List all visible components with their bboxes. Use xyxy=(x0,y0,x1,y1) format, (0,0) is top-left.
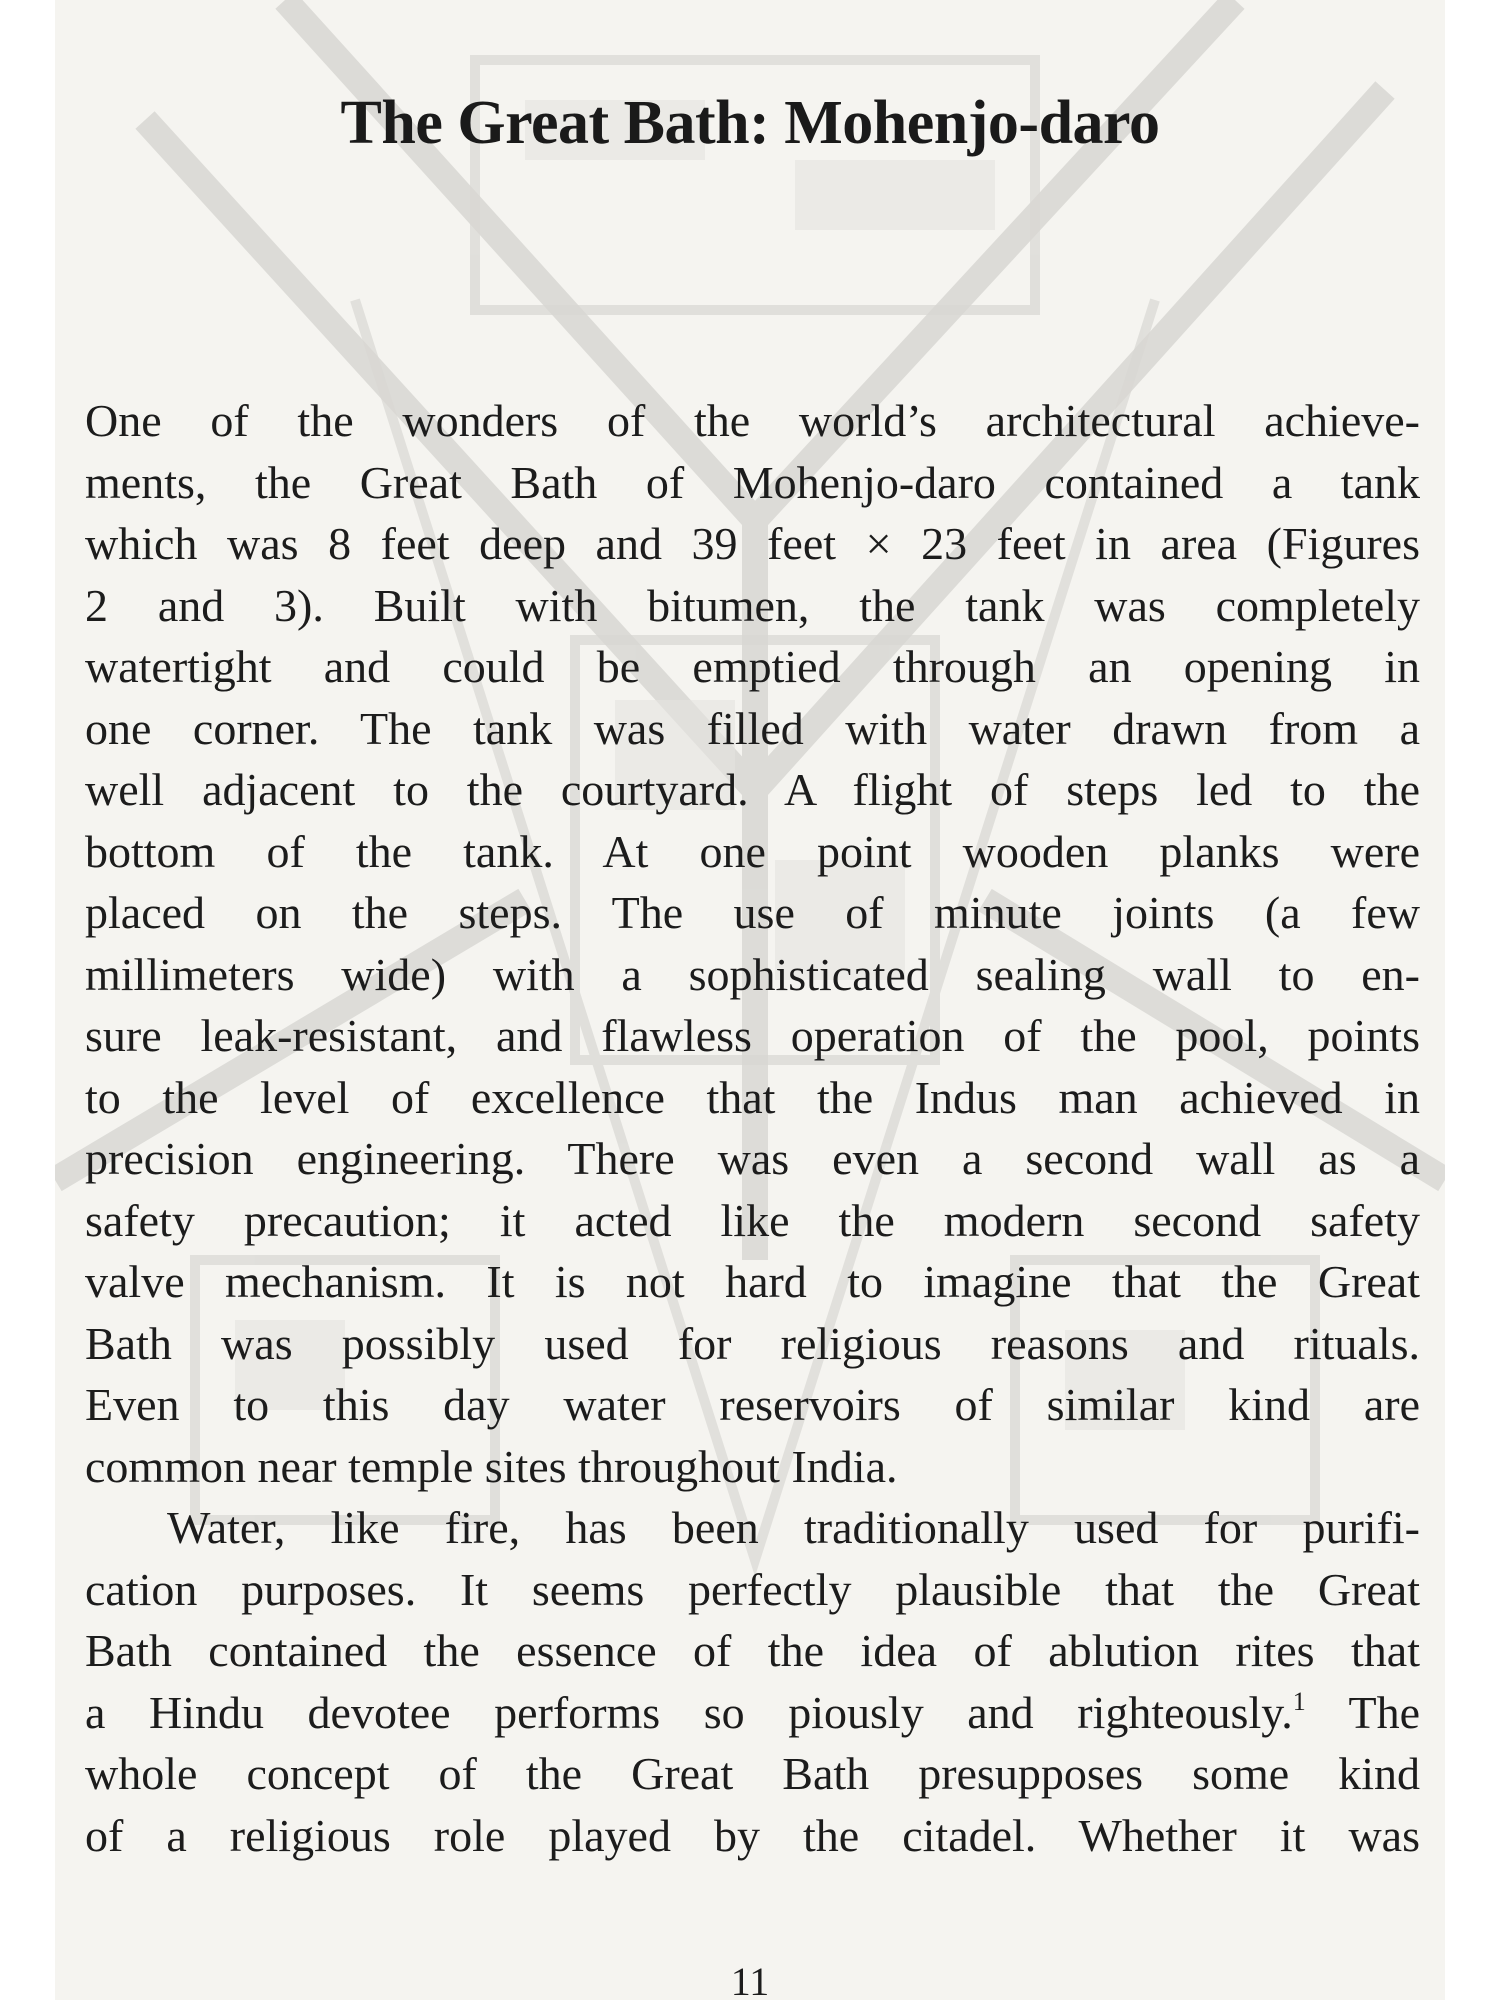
text-line: cation purposes. It seems perfectly plausible that the Great xyxy=(85,1563,1420,1615)
text-line: common near temple sites throughout India. xyxy=(85,1440,898,1492)
text-line: ments, the Great Bath of Mohenjo-daro contained a tank xyxy=(85,456,1420,508)
text-line: which was 8 feet deep and 39 feet × 23 feet in area (Figures xyxy=(85,518,1420,569)
text-line: whole concept of the Great Bath presupposes some kind xyxy=(85,1748,1420,1799)
footnote-marker: 1 xyxy=(1292,1686,1306,1716)
page-number: 11 xyxy=(730,1959,770,2000)
text-line-segment: The xyxy=(1305,1686,1421,1738)
text-line: one corner. The tank was filled with water drawn from a xyxy=(85,702,1420,754)
text-line: Water, like fire, has been traditionally used for purifi- xyxy=(167,1502,1420,1553)
body-text xyxy=(85,390,1420,1866)
text-line: millimeters wide) with a sophisticated sealing wall to en- xyxy=(85,948,1420,1000)
text-line: bottom of the tank. At one point wooden planks were xyxy=(85,825,1420,877)
text-line: to the level of excellence that the Indus man achieved in xyxy=(85,1071,1420,1123)
text-line: 2 and 3). Built with bitumen, the tank was completely xyxy=(85,579,1420,631)
text-line: well adjacent to the courtyard. A flight of steps led to the xyxy=(85,764,1420,815)
text-line: of a religious role played by the citadel. Whether it was xyxy=(85,1809,1420,1861)
text-line: valve mechanism. It is not hard to imagine that the Great xyxy=(85,1256,1420,1307)
text-line: Bath contained the essence of the idea of ablution rites that xyxy=(85,1625,1420,1676)
page-title: The Great Bath: Mohenjo-daro xyxy=(340,89,1160,157)
text-line: safety precaution; it acted like the modern second safety xyxy=(85,1194,1420,1246)
paragraph-1 xyxy=(85,390,1420,1497)
text-line: sure leak-resistant, and flawless operation of the pool, points xyxy=(85,1010,1420,1061)
text-line-segment: a Hindu devotee performs so piously and righteously. xyxy=(85,1686,1293,1738)
text-line-with-footnote xyxy=(85,1682,1420,1744)
text-line: placed on the steps. The use of minute joints (a few xyxy=(85,887,1420,938)
text-line: precision engineering. There was even a second wall as a xyxy=(85,1133,1420,1184)
text-line: watertight and could be emptied through an opening in xyxy=(85,641,1420,692)
book-page xyxy=(55,0,1445,2000)
paragraph-2 xyxy=(85,1497,1420,1866)
text-line: Bath was possibly used for religious reasons and rituals. xyxy=(85,1317,1420,1369)
text-line: One of the wonders of the world’s architectural achieve- xyxy=(85,395,1420,446)
text-line: Even to this day water reservoirs of similar kind are xyxy=(85,1379,1420,1430)
